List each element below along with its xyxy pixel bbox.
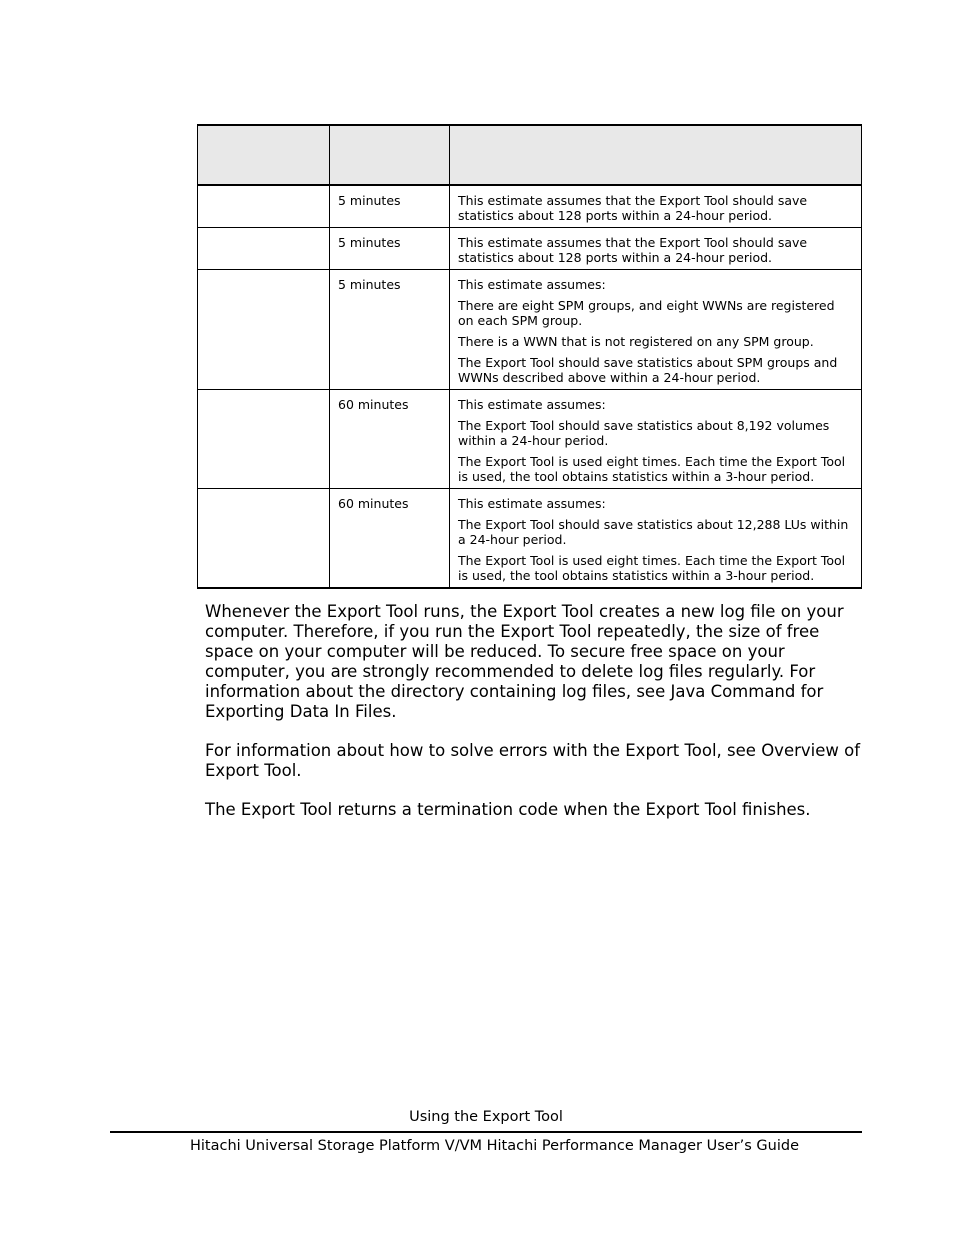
- body-text: [205, 602, 865, 839]
- header-cell: [450, 125, 862, 185]
- description-text: This estimate assumes that the Export Tool should save statistics about 128 ports within a 24-hour period.: [458, 235, 808, 265]
- description-text: The Export Tool should save statistics about 12,288 LUs within a 24-hour period.: [458, 517, 849, 547]
- description-text: This estimate assumes:: [458, 496, 606, 511]
- description-text: The Export Tool is used eight times. Each time the Export Tool is used, the tool obtains statistics within a 3-hour period.: [458, 553, 846, 583]
- row-label: [198, 489, 330, 589]
- row-label: [198, 270, 330, 390]
- footer-section-title: Using the Export Tool: [409, 1109, 563, 1125]
- footer-guide-title: Hitachi Universal Storage Platform V/VM Hitachi Performance Manager User’s Guide: [190, 1138, 799, 1154]
- description-text: There is a WWN that is not registered on any SPM group.: [458, 334, 814, 349]
- interval-cell: 5 minutes: [330, 270, 450, 390]
- description-text: This estimate assumes:: [458, 277, 606, 292]
- description-text: This estimate assumes that the Export Tool should save statistics about 128 ports within a 24-hour period.: [458, 193, 808, 223]
- table-row: [198, 489, 862, 589]
- table-row: [198, 185, 862, 228]
- table-row: [198, 228, 862, 270]
- interval-cell: 60 minutes: [330, 489, 450, 589]
- row-label: [198, 228, 330, 270]
- interval-cell: 60 minutes: [330, 390, 450, 489]
- paragraph: Whenever the Export Tool runs, the Export Tool creates a new log file on your computer. Therefore, if you run the Export Tool repeatedly, the size of free space on your computer will be reduced. To secure free space on your computer, you are strongly recommended to delete log files regularly. For information about the directory containing log files, see Java Command for Exporting Data In Files.: [205, 602, 844, 721]
- table-header-row: [198, 125, 862, 185]
- description-text: The Export Tool is used eight times. Each time the Export Tool is used, the tool obtains statistics within a 3-hour period.: [458, 454, 846, 484]
- interval-cell: 5 minutes: [330, 185, 450, 228]
- estimate-table: [197, 124, 862, 589]
- paragraph: For information about how to solve errors with the Export Tool, see Overview of Export Tool.: [205, 741, 861, 780]
- row-label: [198, 185, 330, 228]
- description-text: This estimate assumes:: [458, 397, 606, 412]
- footer-divider: [110, 1131, 862, 1133]
- description-text: The Export Tool should save statistics about 8,192 volumes within a 24-hour period.: [458, 418, 830, 448]
- table-row: [198, 270, 862, 390]
- description-text: The Export Tool should save statistics about SPM groups and WWNs described above within a 24-hour period.: [458, 355, 838, 385]
- header-cell: [198, 125, 330, 185]
- interval-cell: 5 minutes: [330, 228, 450, 270]
- description-cell: [450, 228, 862, 270]
- description-cell: [450, 390, 862, 489]
- description-text: There are eight SPM groups, and eight WWNs are registered on each SPM group.: [458, 298, 835, 328]
- description-cell: [450, 185, 862, 228]
- description-cell: [450, 489, 862, 589]
- header-cell: [330, 125, 450, 185]
- row-label: [198, 390, 330, 489]
- description-cell: [450, 270, 862, 390]
- paragraph: The Export Tool returns a termination code when the Export Tool finishes.: [205, 800, 811, 819]
- table-row: [198, 390, 862, 489]
